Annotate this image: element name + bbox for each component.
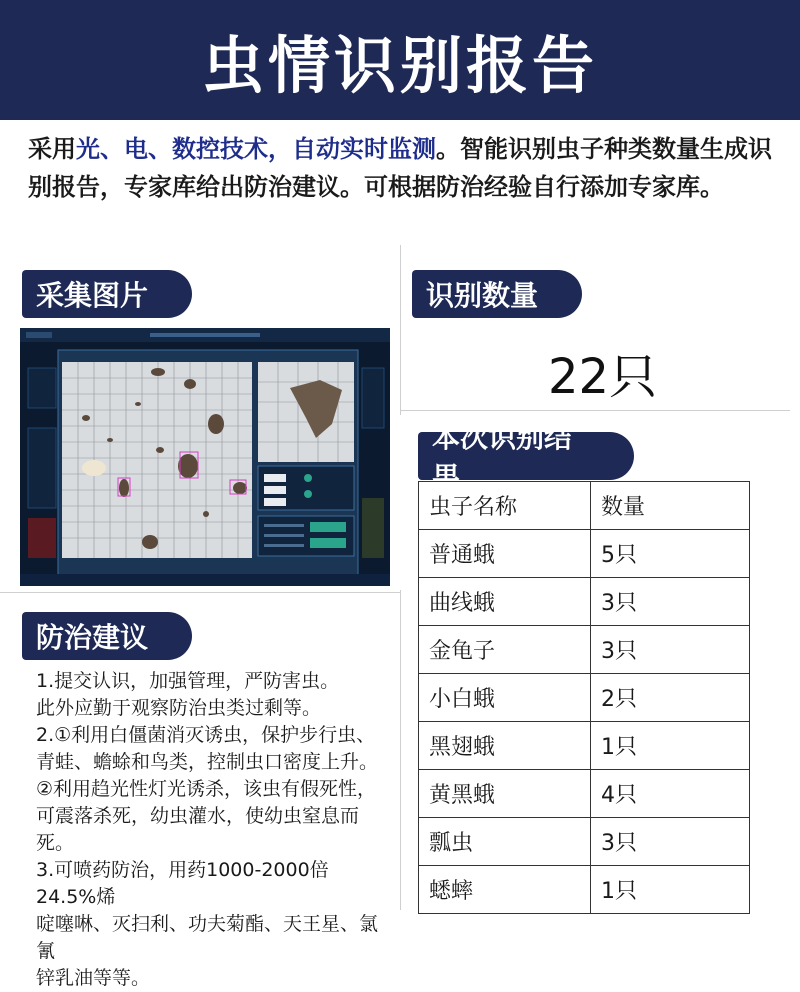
insect-name: 黑翅蛾	[419, 722, 591, 770]
table-row	[419, 818, 750, 866]
insect-name: 曲线蛾	[419, 578, 591, 626]
table-row	[419, 866, 750, 914]
photo-bottom-divider	[0, 592, 400, 593]
result-section-title: 本次识别结果	[432, 421, 573, 494]
insect-quantity: 3只	[591, 626, 750, 674]
count-divider	[400, 410, 790, 411]
collect-section-tag	[22, 270, 192, 318]
advice-line: 锌乳油等等。	[36, 967, 151, 989]
insect-quantity: 1只	[591, 866, 750, 914]
insect-name: 普通蛾	[419, 530, 591, 578]
advice-line: 1.提交认识，加强管理，严防害虫。	[36, 670, 340, 692]
page-title: 虫情识别报告	[201, 28, 598, 102]
advice-line: 2.①利用白僵菌消灭诱虫，保护步行虫、	[36, 724, 376, 746]
insect-quantity: 2只	[591, 674, 750, 722]
identified-count: 22只	[548, 349, 658, 405]
insect-quantity: 5只	[591, 530, 750, 578]
center-divider	[400, 245, 401, 415]
left-bottom-divider	[400, 590, 401, 910]
table-header-row	[419, 482, 750, 530]
insect-name: 蟋蟀	[419, 866, 591, 914]
advice-line: 啶噻啉、灭扫利、功夫菊酯、天王星、氯氰	[36, 913, 379, 962]
intro-part2: 。智能识别虫子种类数量生成识别报告，专家库给出防治建议。可根据防治经验自行添加专家库。	[28, 135, 772, 201]
insect-name: 黄黑蛾	[419, 770, 591, 818]
intro-text	[28, 130, 788, 206]
header-quantity: 数量	[591, 482, 750, 530]
insect-quantity: 4只	[591, 770, 750, 818]
table-row	[419, 674, 750, 722]
insect-quantity: 3只	[591, 578, 750, 626]
advice-text	[36, 668, 388, 992]
insect-name: 金龟子	[419, 626, 591, 674]
insect-name: 小白蛾	[419, 674, 591, 722]
captured-image	[20, 328, 390, 586]
advice-section-tag	[22, 612, 192, 660]
insect-quantity: 3只	[591, 818, 750, 866]
advice-line: 青蛙、蟾蜍和鸟类，控制虫口密度上升。	[36, 751, 379, 773]
result-section-tag	[418, 421, 634, 494]
advice-line: ②利用趋光性灯光诱杀，该虫有假死性，	[36, 778, 377, 800]
header-banner	[0, 0, 800, 120]
insect-name: 瓢虫	[419, 818, 591, 866]
advice-line: 3.可喷药防治，用药1000-2000倍24.5%烯	[36, 859, 329, 908]
count-section-title: 识别数量	[426, 279, 539, 312]
table-row	[419, 578, 750, 626]
capture-screenshot-graphic	[20, 328, 390, 586]
advice-line: 可震落杀死，幼虫灌水，使幼虫窒息而死。	[36, 805, 360, 854]
collect-section-title: 采集图片	[36, 279, 149, 312]
table-row	[419, 722, 750, 770]
table-row	[419, 626, 750, 674]
intro-highlight: 光、电、数控技术，自动实时监测	[76, 135, 436, 163]
insect-quantity: 1只	[591, 722, 750, 770]
intro-part1: 采用	[28, 135, 76, 163]
count-section-tag	[412, 270, 582, 318]
header-insect-name: 虫子名称	[419, 482, 591, 530]
result-table	[418, 481, 750, 914]
table-row	[419, 770, 750, 818]
advice-line: 此外应勤于观察防治虫类过剩等。	[36, 697, 322, 719]
advice-section-title: 防治建议	[36, 621, 149, 654]
table-row	[419, 530, 750, 578]
